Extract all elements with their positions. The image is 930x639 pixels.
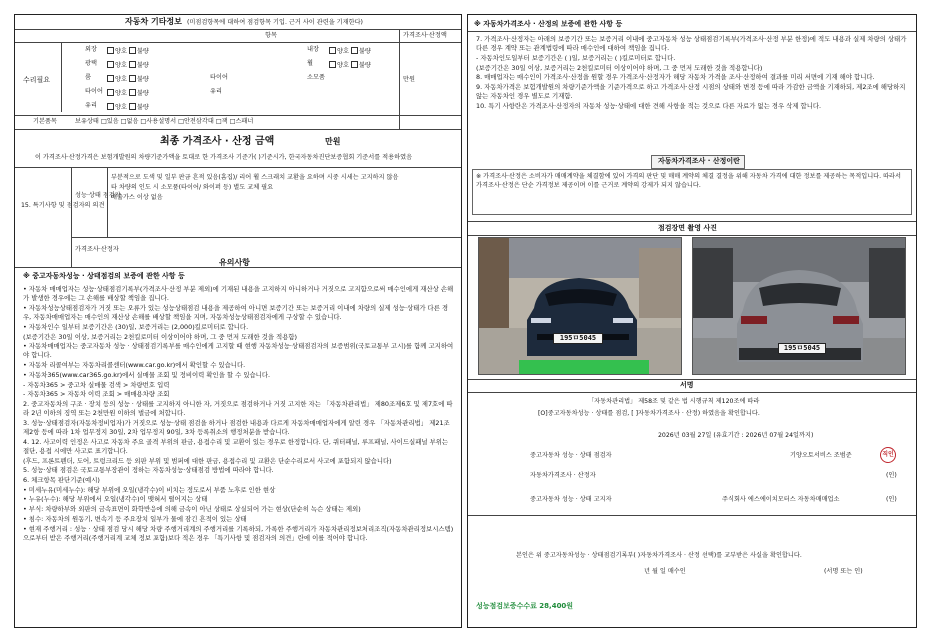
row1-label: 외장 (85, 46, 97, 53)
guarantee-item: 8. 매매업자는 매수인이 가격조사·산정을 원할 경우 가격조사·산정자가 해당 자동차 가격을 조사·산정하여 결과를 미리 서면에 기재 해야 합니다. (476, 73, 875, 82)
sign-date: 2026년 03월 27일 (유효기간 : 2026년 07월 24일까지) (658, 432, 814, 439)
final-price-label: 최종 가격조사 · 산정 금액 (160, 136, 275, 147)
notice-item: 5. 성능·상태 점검은 국토교통부장관이 정하는 자동차성능·상태점검 방법에 따라야 합니다. (23, 466, 274, 475)
guarantee-item: (보증기간은 30일 이상, 보증거리는 2천킬로미터 이상이어야 하며, 그 중 먼저 도래한 것을 적용합니다) (476, 63, 763, 72)
unit-won: 만원 (403, 76, 415, 83)
notice-title: 유의사항 (215, 259, 254, 267)
receipt-sign: (서명 또는 인) (824, 568, 863, 575)
notice-subtitle: ※ 중고자동차성능 · 상태점검의 보증에 관한 사항 등 (23, 272, 185, 280)
sign-text-2: [O]중고자동차성능 · 상태를 점검, [ ]자동차가격조사 · 산정) 하였음을 확인합니다. (538, 410, 760, 417)
notice-item: • 자동차365(www.car365.go.kr)에서 실매물 조회 및 정비이력 확인을 할 수 있습니다. (23, 370, 271, 379)
special-text-1: 부분적으로 도색 및 일부 판금 흔적 있음(흠집)/ 리어 휠 스크래치 교환을 요하며 시중 시세는 고지하지 않음 (111, 174, 399, 181)
opt-bad: 불량 (358, 62, 371, 69)
car-front-icon (479, 238, 681, 374)
opt-bad: 불량 (136, 76, 149, 83)
row5-options (107, 103, 149, 111)
notice-item: 2. 중고자동차의 구조 · 장치 등의 성능 · 상태를 고지하지 아니한 자, 거짓으로 점검하거나 거짓 고지한 자는 「자동차관리법」 제80조제6호 및 제7호에 따라 2년 이하의 징역 또는 2천만원 이하의 벌금에 처합니다. (23, 399, 453, 418)
guarantee-title: ※ 자동차가격조사 · 산정의 보증에 관한 사항 등 (474, 20, 623, 28)
guarantee-item: 9. 자동차가격은 보험개발원의 차량기준가액을 기준가격으로 하고 가격조사·산정 시점의 상태와 변경 등에 따라 가감한 금액을 기재하되, 제2조에 해당하지 않는 자동차인 경우 별도로 기재함. (476, 83, 906, 101)
checkbox[interactable] (129, 75, 136, 82)
notice-item: 6. 체크항목 판단기준(예시) (23, 476, 100, 485)
row2-label2: 휠 (307, 60, 313, 67)
row5-label: 유리 (85, 102, 97, 109)
notice-item: • 누유(누수): 해당 부위에서 오일(냉각수)이 맺혀서 떨어지는 상태 (23, 495, 208, 504)
checkbox[interactable] (329, 61, 336, 68)
checkbox[interactable] (107, 103, 114, 110)
guarantee-item: - 자동차인도일부터 보증기간은 ( )일, 보증거리는 ( )킬로미터로 합니다. (476, 53, 676, 62)
plate-front: 195ㅁ5045 (553, 333, 603, 344)
row3-label3: 소모품 (307, 74, 325, 81)
row1-options2 (329, 47, 371, 55)
basic-row-items: 보유상태 □있음 □없음 □사용설명서 □안전삼각대 □잭 □스패너 (75, 118, 254, 125)
signer-3-mark: (인) (886, 496, 897, 503)
section-title: 자동차 기타정보 (125, 17, 182, 26)
special-text-3: 배출가스 이상 없음 (111, 194, 163, 201)
price-sub: 가격조사·산정자 (75, 246, 119, 253)
head-col-price: 가격조사·산정액 (403, 32, 447, 39)
opt-good: 양호 (115, 76, 127, 83)
opt-bad: 불량 (136, 104, 149, 111)
notice-item: • 자동차매매업자는 중고자동차 성능 · 상태점검기록부를 매수인에게 고지할 때 현행 자동차성능·상태점검자의 보증범위(국토교통부 고시)를 함께 고지하여야 합니다. (23, 342, 454, 360)
guarantee-item: 7. 가격조사·산정자는 아래의 보증기간 또는 보증거리 이내에 중고자동차 성능 상태점검기록부(가격조사·산정 부분 한정)에 적도 내용과 실제 차량의 상태가 다른 경우 계약 또는 관계법령에 따라 매수인에 대하여 책임을 집니다. (476, 35, 907, 53)
notice-item: • 미세누유(미세누수): 해당 부위에 오일(냉각수)이 비치는 정도로서 부품 노후로 인한 현상 (23, 485, 276, 494)
checkbox[interactable] (129, 61, 136, 68)
row2-options (107, 61, 149, 69)
sign-text-1: 「자동차관리법」 제58조 및 같은 법 시행규칙 제120조에 따라 (588, 398, 760, 405)
special-label: 15. 특기사항 및 점검자의 의견 (21, 202, 105, 209)
car-rear-photo (692, 237, 906, 375)
checkbox[interactable] (351, 61, 358, 68)
signer-1-name: 기양오토서비스 조범준 (790, 452, 852, 459)
row2-label: 광택 (85, 60, 97, 67)
opt-good: 양호 (115, 90, 127, 97)
checkbox[interactable] (129, 89, 136, 96)
checkbox[interactable] (107, 89, 114, 96)
signer-1-role: 중고자동차 성능 · 상태 점검자 (530, 452, 612, 459)
head-col-item: 항목 (265, 32, 277, 39)
opt-good: 양호 (115, 62, 127, 69)
notice-item: • 자동차 매매업자는 성능·상태점검기록부(가격조사·산정 부분 제외)에 기재된 내용을 고지하지 아니하거나 거짓으로 고지함으로써 매수인에게 재산상 손해가 발생한 경우에는 그 손해를 배상할 책임을 집니다. (23, 285, 454, 303)
opt-bad: 불량 (136, 90, 149, 97)
checkbox[interactable] (329, 47, 336, 54)
seal-stamp: 직인 (880, 447, 896, 463)
notice-item: • 현재 주행거리 : 성능 · 상태 점검 당시 해당 차량 주행거리계의 주행거리를 기록하되, 가록한 주행거리가 자동차관리정보처리조직(자동차관리정보시스템)으로부터 받은 주행거리(주행거리계 교체 정보 포함)보다 적은 경우 「특기사항 및 점검자의 의견」란에 이를 적어야 합니다. (23, 524, 454, 542)
opt-good: 양호 (115, 104, 127, 111)
notice-item: 3. 성능·상태점검자(자동차정비업자)가 거짓으로 성능·상태 점검을 하거나 점검한 내용과 다르게 자동차매매업자에게 알린 경우 「자동차관리법」 제21조제2항 등에 따라 1차 업무정지 30일, 2차 업무정지 90일, 3차 등록취소의 행정처분을 받습니다. (23, 418, 450, 437)
notice-item: • 부식: 차량하부와 외판의 금속표면이 화학반응에 의해 금속이 아닌 상태로 상실되어 가는 현상(단순히 녹슨 상태는 제외) (23, 505, 361, 514)
opt-bad: 불량 (136, 62, 149, 69)
repair-group-label: 수리필요 (23, 76, 51, 84)
notice-item: • 자동차인수 일부터 보증기간은 (30)일, 보증거리는 (2,000)킬로미터로 합니다. (23, 322, 249, 331)
notice-item: • 자동차 리콜여부는 자동차리콜센터(www.car.go.kr)에서 확인할 수 있습니다. (23, 361, 246, 370)
notice-item: (후드, 프론트펜더, 도어, 트렁크리드 등 외판 부위 및 범퍼에 대한 판금, 용접수리 및 교환은 단순수리로서 사고에 포함되지 않습니다) (23, 456, 392, 465)
final-price-unit: 만원 (325, 137, 341, 146)
checkbox[interactable] (107, 75, 114, 82)
checkbox[interactable] (129, 47, 136, 54)
row3-options (107, 75, 149, 83)
guarantee-item: 10. 특기 사항란은 가격조사·산정자의 자동차 성능·상태에 대한 견해 사항을 적는 것으로 다른 자료가 없는 경우 삭제 합니다. (476, 101, 822, 110)
row1-label2: 내장 (307, 46, 319, 53)
row1-options (107, 47, 149, 55)
guarantee-list (476, 35, 910, 161)
left-page (14, 14, 462, 628)
opt-good: 양호 (115, 48, 127, 55)
notice-item: (보증기간은 30일 이상, 보증거리는 2천킬로미터 이상이어야 하며, 그 중 먼저 도래한 것을 적용함) (23, 332, 298, 341)
signer-3-name: 주식회사 에스에이치모터스 자동차매매업소 (722, 496, 840, 503)
special-sub: 성능·상태 점검자 (75, 192, 121, 199)
checkbox[interactable] (107, 47, 114, 54)
row2-options2 (329, 61, 371, 69)
opt-good: 양호 (337, 62, 349, 69)
signer-3-role: 중고자동차 성능 · 상태 고지자 (530, 496, 612, 503)
photo-title: 점검장면 촬영 사진 (658, 224, 717, 232)
pricing-title: 자동차가격조사 · 산정이란 (658, 157, 740, 165)
notice-item: - 자동차365 > 자동차 이력 조회 > 매매용차량 조회 (23, 390, 170, 399)
car-front-photo (478, 237, 682, 375)
final-price-note: 이 가격조사·산정가격은 보험개발원의 차량기준가액을 토대로 한 가격조사 기준가( )기준시가, 한국자동차진단보증협회 기준서를 적용하였음 (35, 154, 413, 161)
signer-2-role: 자동차가격조사 · 산정자 (530, 472, 596, 479)
receipt-text: 본인은 위 중고자동차성능 · 상태점검기록부( )자동차가격조사 · 산정 선택)를 교부받은 사실을 확인합니다. (516, 552, 802, 559)
row4-label: 타이어 (85, 88, 103, 95)
checkbox[interactable] (129, 103, 136, 110)
plate-rear: 195ㅁ5045 (778, 343, 826, 354)
opt-good: 양호 (337, 48, 349, 55)
right-page (467, 14, 917, 628)
notice-item: 4. 12. 사고이력 인정은 사고로 자동차 주요 골격 부위의 판금, 용접수리 및 교환이 있는 경우로 한정합니다. 단, 쿼터패널, 루프패널, 사이드실패널 부위는 절단, 용접 시에만 사고로 표기합니다. (23, 437, 449, 455)
row3-label2: 타이어 (210, 74, 228, 81)
checkbox[interactable] (351, 47, 358, 54)
signer-2-mark: (인) (886, 472, 897, 479)
basic-row-label: 기본품목 (33, 118, 57, 125)
section-note: (미점검항목에 대하여 점검항목 기입. 근거 사이 관련을 기재한다) (187, 19, 363, 26)
opt-bad: 불량 (358, 48, 371, 55)
row3-label: 룸 (85, 74, 91, 81)
notice-item: • 침수: 자동차의 원동기, 변속기 등 주요장치 일부가 물에 잠긴 흔적이 있는 상태 (23, 514, 247, 523)
pricing-text: ※ 가격조사·산정은 소비자가 매매계약을 체결함에 있어 가격의 판단 및 매매 계약의 체결 결정을 위해 자동차 가격에 대한 정보를 제공하는 목적입니다. 따라서 가격조사·산정은 단순 가격정보 제공이며 이를 근거로 계약의 강제가 되지 않습니다. (476, 173, 902, 189)
checkbox[interactable] (107, 61, 114, 68)
special-text-2: 타 차량의 인도 시 소모품(타이어/ 와이퍼 등) 별도 교체 필요 (111, 184, 274, 191)
notice-list (23, 285, 455, 625)
sign-title: 서명 (680, 381, 694, 389)
receipt-date: 년 월 일 매수인 (644, 568, 686, 575)
notice-item: • 자동차성능상태점검자가 거짓 또는 오류가 있는 성능상태점검 내용을 제공하여 아니면 보증기간 또는 보증거리 이내에 차량의 실제 성능·상태가 다른 경우, 자동차매매업자는 매수인의 재산상 손해를 배상할 책임을 지며, 자동차성능상태점검자에게 구상할 수 있습니다. (23, 303, 449, 322)
fee-text: 성능점검보증수수료 28,400원 (476, 602, 574, 610)
notice-item: - 자동차365 > 중고차 실매물 검색 > 차량번호 입력 (23, 380, 170, 389)
row4-label2: 유리 (210, 88, 222, 95)
opt-bad: 불량 (136, 48, 149, 55)
row4-options (107, 89, 149, 97)
